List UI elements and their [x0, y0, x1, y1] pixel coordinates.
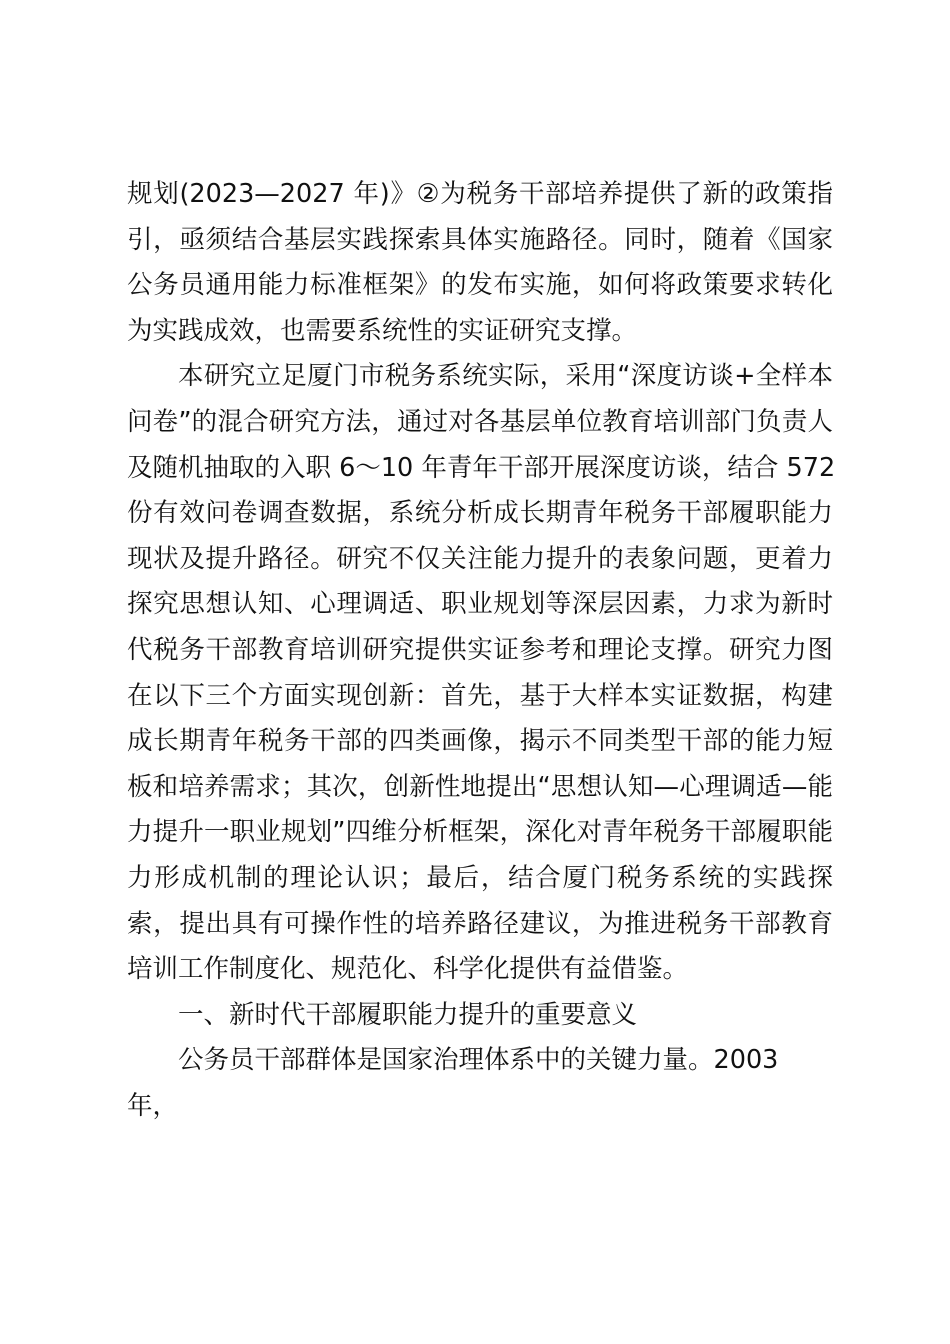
text-line: 板和培养需求；其次，创新性地提出“思想认知—心理调适—能: [127, 771, 833, 802]
text-line: 规划(2023—2027 年)》②为税务干部培养提供了新的政策指: [127, 179, 833, 209]
text-line: 公务员通用能力标准框架》的发布实施，如何将政策要求转化: [127, 270, 833, 301]
text-line: 年，: [127, 1090, 179, 1121]
text-line: 力提升一职业规划”四维分析框架，深化对青年税务干部履职能: [127, 817, 833, 848]
text-line: 探究思想认知、心理调适、职业规划等深层因素，力求为新时: [127, 589, 833, 620]
section-heading: [127, 993, 833, 1039]
text-line: 公务员干部群体是国家治理体系中的关键力量。2003: [178, 1045, 779, 1076]
text-line: 培训工作制度化、规范化、科学化提供有益借鉴。: [127, 954, 689, 985]
text-line: 索，提出具有可操作性的培养路径建议，为推进税务干部教育: [127, 908, 833, 939]
text-line: 及随机抽取的入职 6～10 年青年干部开展深度访谈，结合 572: [127, 452, 836, 483]
text-line: 成长期青年税务干部的四类画像，揭示不同类型干部的能力短: [127, 726, 833, 757]
text-line: 问卷”的混合研究方法，通过对各基层单位教育培训部门负责人: [127, 406, 833, 437]
text-line: 代税务干部教育培训研究提供实证参考和理论支撑。研究力图: [127, 634, 833, 665]
text-line: 引，亟须结合基层实践探索具体实施路径。同时，随着《国家: [127, 224, 833, 255]
document-body: [127, 172, 836, 1129]
text-line: 为实践成效，也需要系统性的实证研究支撑。: [127, 315, 638, 346]
paragraph-intro-policy: [127, 172, 833, 354]
text-line: 份有效问卷调查数据，系统分析成长期青年税务干部履职能力: [127, 498, 833, 529]
text-line: 一、新时代干部履职能力提升的重要意义: [178, 999, 638, 1030]
text-line: 在以下三个方面实现创新：首先，基于大样本实证数据，构建: [127, 680, 833, 711]
paragraph-research-overview: [127, 354, 836, 992]
text-line: 现状及提升路径。研究不仅关注能力提升的表象问题，更着力: [127, 543, 833, 574]
text-line: 力形成机制的理论认识；最后，结合厦门税务系统的实践探: [127, 862, 833, 893]
text-line: 本研究立足厦门市税务系统实际，采用“深度访谈+全样本: [178, 361, 833, 392]
paragraph-section-1-body: [127, 1038, 833, 1129]
